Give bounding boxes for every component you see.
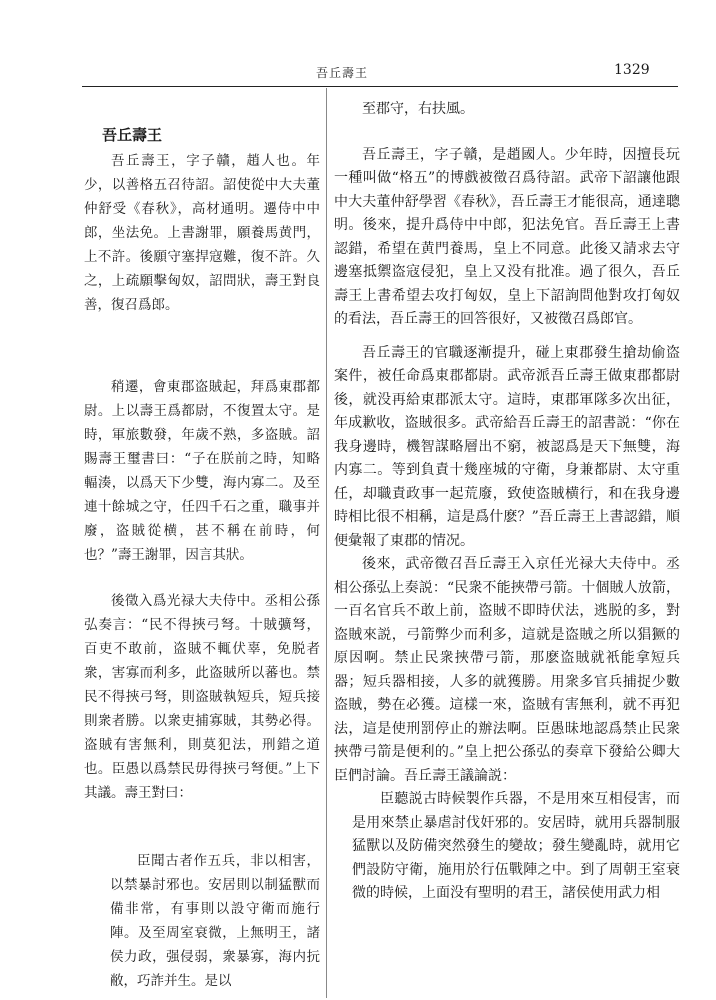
original-paragraph-2: 稍遷，會東郡盗賊起，拜爲東郡都尉。上以壽王爲都尉，不復置太守。是時，軍旅數發，年歲不熟，多盗賊。詔賜壽王璽書曰：“子在朕前之時，知略輻湊，以爲天下少雙，海内寡二。及至連十餘城之守，任四千石之重，職事并廢，盗賊從横，甚不稱在前時，何也？”壽王謝罪，因言其狀。 xyxy=(84,379,320,563)
translation-paragraph-0: 至郡守，右扶風。 xyxy=(362,101,474,117)
original-text-column xyxy=(84,88,320,993)
translation-memorial-quote: 臣聽説古時候製作兵器，不是用來互相侵害，而是用來禁止暴虐討伐奸邪的。安居時，就用兵器制服猛獸以及防備突然發生的變故；發生變亂時，就用它們設防守衛，施用於行伍戰陣之中。到了周朝王室衰微的時候，上面没有聖明的君王，諸侯使用武力相 xyxy=(352,791,680,901)
translation-column xyxy=(334,88,680,906)
original-paragraph-3: 後徵入爲光禄大夫侍中。丞相公孫弘奏言：“民不得挾弓弩。十賊彍弩，百吏不敢前，盗賊不輒伏辜，免脱者衆，害寡而利多，此盗賊所以蕃也。禁民不得挾弓弩，則盗賊執短兵，短兵接則衆者勝。以衆吏捕寡賊，其勢必得。盗賊有害無利，則莫犯法，刑錯之道也。臣愚以爲禁民毋得挾弓弩便。”上下其議。壽王對曰： xyxy=(84,593,320,801)
column-divider xyxy=(326,88,327,998)
original-memorial-quote: 臣聞古者作五兵，非以相害，以禁暴討邪也。安居則以制猛獸而備非常，有事則以設守衛而施行陣。及至周室衰微，上無明王，諸侯力政，强侵弱，衆暴寡，海内抏敝，巧詐并生。是以 xyxy=(110,853,320,989)
translation-paragraph-1: 吾丘壽王，字子贛，是趙國人。少年時，因擅長玩一種叫做“格五”的博戲被徵召爲待詔。武帝下詔讓他跟中大夫董仲舒學習《春秋》，吾丘壽王才能很高，通達聰明。後來，提升爲侍中中郎，犯法免官。吾丘壽王上書認錯，希望在黄門養馬，皇上不同意。此後又請求去守邊塞抵禦盗寇侵犯，皇上又没有批准。過了很久，吾丘壽王上書希望去攻打匈奴，皇上下詔詢問他對攻打匈奴的看法，吾丘壽王的回答很好，又被徵召爲郎官。 xyxy=(334,146,680,327)
original-paragraph-1: 吾丘壽王，字子贛，趙人也。年少，以善格五召待詔。詔使從中大夫董仲舒受《春秋》，高材通明。遷侍中中郎，坐法免。上書謝罪，願養馬黄門，上不許。後願守塞捍寇難，復不許。久之，上疏願擊匈奴，詔問狀，壽王對良善，復召爲郎。 xyxy=(84,153,320,313)
page-number: 1329 xyxy=(614,62,650,78)
running-title: 吾丘壽王 xyxy=(316,66,369,80)
translation-paragraph-3: 後來，武帝徵召吾丘壽王入京任光禄大夫侍中。丞相公孫弘上奏説：“民衆不能挾帶弓箭。十個賊人放箭，一百名官兵不敢上前，盗賊不即時伏法，逃脱的多，對盗賊來説，弓箭弊少而利多，這就是盗賊之所以猖獗的原因啊。禁止民衆挾帶弓箭，那麽盗賊就衹能拿短兵器；短兵器相接，人多的就獲勝。用衆多官兵捕捉少數盗賊，勢在必獲。這樣一來，盗賊有害無利，就不再犯法，這是使刑罰停止的辦法啊。臣愚昧地認爲禁止民衆挾帶弓箭是便利的。”皇上把公孫弘的奏章下發給公卿大臣們討論。吾丘壽王議論説： xyxy=(334,556,680,784)
translation-paragraph-2: 吾丘壽王的官職逐漸提升，碰上東郡發生搶劫偷盗案件，被任命爲東郡都尉。武帝派吾丘壽王做東郡都尉後，就没再給東郡派太守。這時，東郡軍隊多次出征，年成歉收，盗賊很多。武帝給吾丘壽王的詔書説：“你在我身邊時，機智謀略層出不窮，被認爲是天下無雙，海内寡二。等到負責十幾座城的守衛，身兼都尉、太守重任，却職責政事一起荒廢，致使盗賊横行，和在我身邊時相比很不相稱，這是爲什麽？”吾丘壽王上書認錯，順便彙報了東郡的情况。 xyxy=(334,344,680,549)
section-heading: 吾丘壽王 xyxy=(102,126,163,144)
header-rule xyxy=(82,86,678,87)
